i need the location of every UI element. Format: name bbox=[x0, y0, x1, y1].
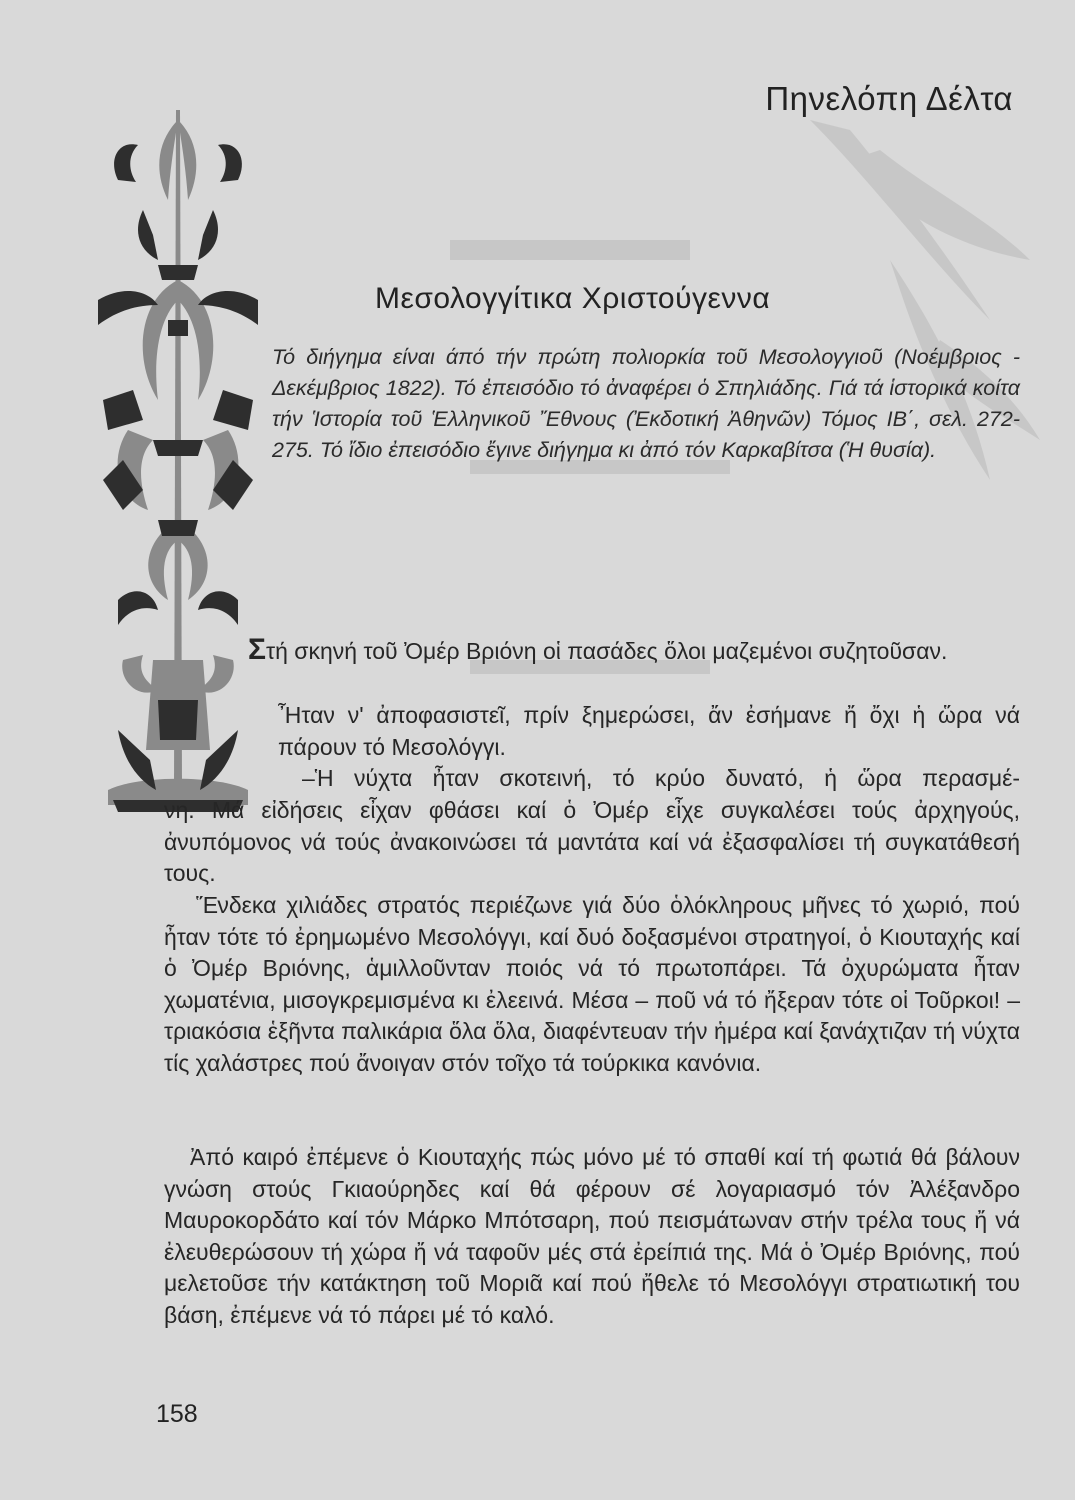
paragraph-1-text: τή σκηνή τοῦ Ὀμέρ Βριόνη οἱ πασάδες ὅλοι μαζεμένοι συζητοῦσαν. bbox=[266, 638, 948, 664]
story-title: Μεσολογγίτικα Χριστούγεννα bbox=[375, 282, 771, 315]
drop-initial: Σ bbox=[248, 633, 267, 666]
author-name: Πηνελόπη Δέλτα bbox=[765, 80, 1013, 117]
page-number: 158 bbox=[156, 1400, 198, 1428]
editorial-intro: Τό διήγημα είναι άπό τήν πρώτη πολιορκία τοῦ Μεσολογγιοῦ (Νοέμβριος - Δεκέμβριος 1822). Τό ἐπεισόδιο τό ἀναφέρει ὁ Σπηλιάδης. Γιά τά ἱστορικά κοίτα τήν Ἱστορία τοῦ Ἑλληνικοῦ Ἔθνους (Ἐκδοτική Ἀθηνῶν) Τόμος ΙΒ΄, σελ. 272-275. Τό ἴδιο ἐπεισόδιο ἔγινε διήγημα κι ἀπό τόν Καρκαβίτσα (Ἡ θυσία). bbox=[272, 345, 1020, 462]
paragraph-3-continuation: νη. Μά εἰδήσεις εἶχαν φθάσει καί ὁ Ὀμέρ εἶχε συγκαλέσει τούς ἀρχηγούς, ἀνυπόμονος νά τούς ἀνακοινώσει τά μαντάτα καί νά ἐξασφαλίσει τή συγκατάθεσή τους. bbox=[164, 797, 1020, 886]
paragraph-2: Ἦταν ν' ἀποφασιστεῖ, πρίν ξημερώσει, ἄν ἐσήμανε ἤ ὄχι ἡ ὥρα νά πάρουν τό Μεσολόγγι. bbox=[278, 702, 1020, 760]
paragraph-1 bbox=[248, 633, 1020, 668]
paragraph-4: Ἕνδεκα χιλιάδες στρατός περιέζωνε γιά δύο ὁλόκληρους μῆνες τό χωριό, πού ἦταν τότε τό ἐρημωμένο Μεσολόγγι, καί δυό δοξασμένοι στρατηγοί, ὁ Κιουταχής καί ὁ Ὀμέρ Βριόνης, ἁμιλλοῦνταν ποιός νά τό πρωτοπάρει. Τά ὀχυρώματα ἦταν χωματένια, μισογκρεμισμένα κι ἐλεεινά. Μέσα – ποῦ νά τό ἤξεραν τότε οἱ Τοῦρκοι! – τριακόσια ἑξῆντα παλικάρια ὅλα ὅλα, διαφέντευαν τήν ἡμέρα καί ξανάχτιζαν τή νύχτα τίς χαλάστρες πού ἄνοιγαν στόν τοῖχο τά τούρκικα κανόνια. bbox=[164, 892, 1020, 1076]
paragraph-5: Ἀπό καιρό ἐπέμενε ὁ Κιουταχής πώς μόνο μέ τό σπαθί καί τή φωτιά θά βάλουν γνώση στούς Γκιαούρηδες καί θά φέρουν σέ λογαριασμό τόν Ἀλέξανδρο Μαυροκορδάτο καί τόν Μάρκο Μπότσαρη, πού πεισμάτωναν στήν τρέλα τους ἤ νά ἐλευθερώσουν τή χώρα ἤ νά ταφοῦν μές στά ἐρείπιά της. Μά ὁ Ὀμέρ Βριόνης, πού μελετοῦσε τήν κατάκτηση τοῦ Μοριᾶ καί πού ἤθελε τό Μεσολόγγι στρατιωτική του βάση, ἐπέμενε νά τό πάρει μέ τό καλό. bbox=[164, 1144, 1020, 1328]
folk-ornament bbox=[98, 100, 258, 820]
paragraph-3-first-line: –Ἡ νύχτα ἦταν σκοτεινή, τό κρύο δυνατό, ἡ ὥρα περασμέ- bbox=[302, 765, 1020, 791]
